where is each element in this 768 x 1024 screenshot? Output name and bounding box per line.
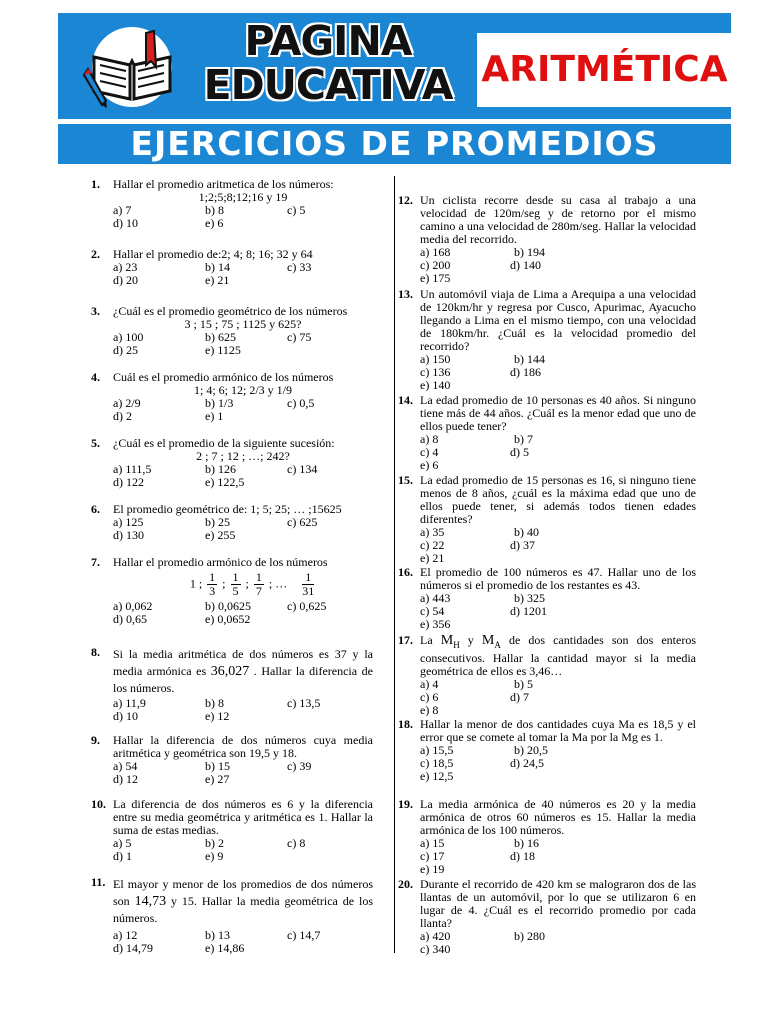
problem-number: 6. xyxy=(91,502,100,516)
problem-text-main: Si la media aritmética de dos números es 37 y la media armónica es xyxy=(113,647,373,678)
option: e) 1 xyxy=(205,409,224,423)
fraction: $\frac{1}{31}$ xyxy=(302,570,315,598)
option: b) 625 xyxy=(205,330,236,344)
problem-number: 13. xyxy=(398,287,413,301)
book-logo-icon xyxy=(72,21,192,109)
option: b) 5 xyxy=(514,676,533,691)
options xyxy=(420,930,696,956)
problem-text xyxy=(420,634,696,678)
option: c) 0,625 xyxy=(287,599,327,613)
options xyxy=(113,929,373,955)
problem-text-pre: La xyxy=(420,633,433,647)
options xyxy=(420,837,696,876)
problem-text: Cuál es el promedio armónico de los números xyxy=(113,370,334,384)
option: c) 6 xyxy=(420,689,439,704)
option: b) 1/3 xyxy=(205,396,234,410)
problem-text-main: El mayor y menor de los promedios de dos números son xyxy=(113,877,373,908)
option: d) 1 xyxy=(113,849,132,863)
options xyxy=(420,744,696,783)
option: e) 6 xyxy=(420,458,439,472)
problem-4 xyxy=(93,371,373,437)
option: e) 255 xyxy=(205,528,236,542)
problem-3 xyxy=(93,305,373,371)
option: e) 8 xyxy=(420,702,439,717)
option: d) 5 xyxy=(510,445,529,459)
problem-number: 2. xyxy=(91,247,100,261)
subject-label: ARITMÉTICA xyxy=(481,49,728,90)
option: e) 19 xyxy=(420,862,445,876)
option: d) 186 xyxy=(510,365,541,379)
option: d) 2 xyxy=(113,409,132,423)
conjunction: y xyxy=(467,633,474,647)
option: b) 2 xyxy=(205,836,224,850)
problem-number: 7. xyxy=(91,555,100,569)
fraction: $\frac{1}{5}$ xyxy=(232,570,239,598)
option: a) 125 xyxy=(113,515,144,529)
problem-7 xyxy=(93,556,373,642)
option: a) 2/9 xyxy=(113,396,141,410)
fraction: $\frac{1}{3}$ xyxy=(209,570,216,598)
option: c) 8 xyxy=(287,836,306,850)
option: a) 4 xyxy=(420,676,439,691)
problem-text: Hallar el promedio armónico de los números xyxy=(113,555,328,569)
option: c) 136 xyxy=(420,365,451,379)
problem-14 xyxy=(400,394,696,474)
problem-8 xyxy=(93,646,373,734)
option: e) 12,5 xyxy=(420,769,454,783)
problem-text-tail: . Hallar la diferencia de los números. xyxy=(113,664,373,695)
term: 1 xyxy=(189,576,196,591)
option: e) 6 xyxy=(205,216,224,230)
header-banner xyxy=(58,13,731,119)
option: b) 15 xyxy=(205,759,230,773)
problem-text: ¿Cuál es el promedio de la siguiente sucesión: xyxy=(113,436,335,450)
option: c) 134 xyxy=(287,462,318,476)
options xyxy=(113,837,373,863)
problem-number: 4. xyxy=(91,370,100,384)
option: a) 15,5 xyxy=(420,743,454,757)
option: d) 0,65 xyxy=(113,612,147,626)
site-title xyxy=(198,19,458,107)
problem-data: 2 ; 7 ; 12 ; …; 242? xyxy=(196,449,290,463)
problem-text: La edad promedio de 15 personas es 16, si ninguno tiene menos de 8 años, ¿cuál es la máxima edad que uno de ellos puede tener, si además todos tienen edades diferentes? xyxy=(420,473,696,526)
harmonic-mean-symbol: $M_H$ xyxy=(440,633,460,650)
page-title: EJERCICIOS DE PROMEDIOS xyxy=(130,124,659,163)
problem-11 xyxy=(93,876,373,956)
option: b) 144 xyxy=(514,352,545,366)
problem-17 xyxy=(400,634,696,718)
problem-number: 18. xyxy=(398,717,413,731)
option: b) 0,0625 xyxy=(205,599,251,613)
problem-text: La edad promedio de 10 personas es 40 años. Si ninguno tiene más de 44 años. ¿Cuál es la menor edad que uno de ellos puede tener? xyxy=(420,393,696,433)
ellipsis: … xyxy=(275,576,288,591)
option: a) 443 xyxy=(420,591,451,605)
problem-13 xyxy=(400,288,696,394)
option: c) 22 xyxy=(420,538,445,552)
option: b) 13 xyxy=(205,928,230,942)
option: c) 5 xyxy=(287,203,306,217)
problem-number: 5. xyxy=(91,436,100,450)
option: a) 11,9 xyxy=(113,696,146,710)
option: b) 126 xyxy=(205,462,236,476)
fraction: $\frac{1}{7}$ xyxy=(255,570,262,598)
option: e) 27 xyxy=(205,772,230,786)
options xyxy=(420,246,696,285)
problem-12 xyxy=(400,194,696,288)
option: e) 356 xyxy=(420,617,451,631)
options xyxy=(113,516,373,542)
problem-number: 1. xyxy=(91,177,100,191)
arithmetic-mean-symbol: $M_A$ xyxy=(481,633,501,650)
problem-10 xyxy=(93,798,373,876)
problem-text xyxy=(113,646,373,697)
option: b) 8 xyxy=(205,203,224,217)
option: d) 20 xyxy=(113,273,138,287)
problem-number: 14. xyxy=(398,393,413,407)
site-title-line1: PAGINA xyxy=(244,17,412,65)
option: d) 7 xyxy=(510,689,529,704)
options xyxy=(420,433,696,472)
column-divider xyxy=(394,176,395,953)
problem-text: Hallar el promedio de:2; 4; 8; 16; 32 y 64 xyxy=(113,247,313,261)
problem-data: 3 ; 15 ; 75 ; 1125 y 625? xyxy=(184,317,302,331)
option: e) 140 xyxy=(420,378,451,392)
option: a) 23 xyxy=(113,260,138,274)
option: c) 13,5 xyxy=(287,696,321,710)
option: c) 39 xyxy=(287,759,312,773)
option: c) 14,7 xyxy=(287,928,321,942)
options xyxy=(113,204,373,230)
options xyxy=(113,397,373,423)
problem-text: ¿Cuál es el promedio geométrico de los números xyxy=(113,304,348,318)
problem-number: 16. xyxy=(398,565,413,579)
problem-data: 1; 4; 6; 12; 2/3 y 1/9 xyxy=(193,383,292,397)
title-bar xyxy=(58,124,731,164)
mean-value: 14,73 xyxy=(134,894,167,909)
problem-data: 1;2;5;8;12;16 y 19 xyxy=(198,190,288,204)
problem-text-main: de dos cantidades son dos enteros consecutivos. Hallar la cantidad mayor si la media geométrica de ellos es 3,46… xyxy=(420,633,697,678)
problem-text: Hallar la diferencia de dos números cuya media aritmética y geométrica son 19,5 y 18. xyxy=(113,733,373,760)
option: c) 17 xyxy=(420,849,445,863)
harmonic-value: 36,027 xyxy=(210,664,250,679)
option: d) 14,79 xyxy=(113,941,153,955)
option: a) 168 xyxy=(420,245,451,259)
option: c) 75 xyxy=(287,330,312,344)
option: d) 18 xyxy=(510,849,535,863)
problem-text: Hallar el promedio aritmetica de los números: xyxy=(113,177,334,191)
subject-box xyxy=(477,33,732,107)
option: b) 20,5 xyxy=(514,743,548,757)
option: e) 175 xyxy=(420,271,451,285)
problem-16 xyxy=(400,566,696,634)
option: c) 340 xyxy=(420,942,451,956)
option: e) 21 xyxy=(420,551,445,565)
option: b) 7 xyxy=(514,432,533,446)
option: a) 5 xyxy=(113,836,132,850)
problem-number: 12. xyxy=(398,193,413,207)
problem-1 xyxy=(93,178,373,244)
problem-number: 3. xyxy=(91,304,100,318)
option: a) 8 xyxy=(420,432,439,446)
problem-text: Hallar la menor de dos cantidades cuya Ma es 18,5 y el error que se comete al tomar la Ma por la Mg es 1. xyxy=(420,717,696,744)
option: a) 150 xyxy=(420,352,451,366)
option: e) 9 xyxy=(205,849,224,863)
option: c) 200 xyxy=(420,258,451,272)
option: a) 0,062 xyxy=(113,599,153,613)
problem-5 xyxy=(93,437,373,503)
option: c) 54 xyxy=(420,604,445,618)
problem-text: El promedio de 100 números es 47. Hallar uno de los números si el promedio de los restantes es 43. xyxy=(420,565,696,592)
problem-number: 10. xyxy=(91,797,106,811)
options xyxy=(113,261,373,287)
option: e) 14,86 xyxy=(205,941,245,955)
option: b) 16 xyxy=(514,836,539,850)
site-title-line2: EDUCATIVA xyxy=(203,61,453,109)
option: e) 12 xyxy=(205,709,230,723)
problem-18 xyxy=(400,718,696,798)
option: d) 122 xyxy=(113,475,144,489)
option: b) 325 xyxy=(514,591,545,605)
option: c) 625 xyxy=(287,515,318,529)
option: b) 194 xyxy=(514,245,545,259)
option: d) 12 xyxy=(113,772,138,786)
option: e) 21 xyxy=(205,273,230,287)
problem-number: 9. xyxy=(91,733,100,747)
options xyxy=(113,600,373,626)
problem-text: La diferencia de dos números es 6 y la diferencia entre su media geométrica y aritmética es 1. Hallar la suma de estas medias. xyxy=(113,797,373,837)
option: a) 7 xyxy=(113,203,132,217)
option: b) 25 xyxy=(205,515,230,529)
left-column xyxy=(93,178,373,956)
problem-number: 11. xyxy=(91,875,106,889)
option: d) 1201 xyxy=(510,604,547,618)
option: a) 54 xyxy=(113,759,138,773)
option: d) 37 xyxy=(510,538,535,552)
option: c) 4 xyxy=(420,445,439,459)
option: e) 0,0652 xyxy=(205,612,251,626)
problem-text: El promedio geométrico de: 1; 5; 25; … ;15625 xyxy=(113,502,342,516)
problem-number: 8. xyxy=(91,645,100,659)
problem-text xyxy=(113,876,373,927)
option: c) 0,5 xyxy=(287,396,315,410)
option: d) 24,5 xyxy=(510,756,544,770)
problem-text: La media armónica de 40 números es 20 y la media armónica de otros 60 números es 15. Hallar la media armónica de los 100 números. xyxy=(420,797,696,837)
options xyxy=(113,463,373,489)
harmonic-series: 1 ; $\frac{1}{3}$ ; $\frac{1}{5}$ ; $\frac{1}{7}$ ; … $\frac{1}{31}$ xyxy=(189,570,315,598)
problem-9 xyxy=(93,734,373,798)
option: d) 130 xyxy=(113,528,144,542)
option: a) 12 xyxy=(113,928,138,942)
problem-19 xyxy=(400,798,696,878)
option: a) 420 xyxy=(420,929,451,943)
problem-text-tail: y 15. Hallar la media geométrica de los números. xyxy=(113,894,374,925)
option: d) 140 xyxy=(510,258,541,272)
option: b) 40 xyxy=(514,525,539,539)
options xyxy=(420,678,696,717)
problem-15 xyxy=(400,474,696,566)
option: d) 10 xyxy=(113,216,138,230)
option: b) 280 xyxy=(514,929,545,943)
problem-number: 20. xyxy=(398,877,413,891)
problem-2 xyxy=(93,248,373,305)
options xyxy=(420,353,696,392)
options xyxy=(420,526,696,565)
problem-number: 17. xyxy=(398,633,413,647)
option: e) 1125 xyxy=(205,343,241,357)
option: e) 122,5 xyxy=(205,475,245,489)
problem-text: Durante el recorrido de 420 km se malograron dos de las llantas de un automóvil, por lo que se utilizaron 6 en lugar de 4. ¿Cuál es el recorrido promedio por cada llanta? xyxy=(420,877,696,930)
option: a) 100 xyxy=(113,330,144,344)
options xyxy=(420,592,696,631)
option: c) 18,5 xyxy=(420,756,454,770)
problem-20 xyxy=(398,877,696,956)
options xyxy=(113,760,373,786)
option: c) 33 xyxy=(287,260,312,274)
option: b) 14 xyxy=(205,260,230,274)
problem-text: Un automóvil viaja de Lima a Arequipa a una velocidad de 120km/hr y regresa por Cusco, Apurimac, Ayacucho llegando a Lima en el mismo tiempo, con una velocidad de 180km/hr. ¿Cuál es la velocidad promedio del recorrido? xyxy=(420,287,696,353)
option: a) 35 xyxy=(420,525,445,539)
problem-text: Un ciclista recorre desde su casa al trabajo a una velocidad de 120m/seg y de retorno por el mismo camino a una velocidad de 280m/seg. Hallar la velocidad media del recorrido. xyxy=(420,193,696,246)
right-column xyxy=(398,193,697,956)
option: d) 25 xyxy=(113,343,138,357)
problem-number: 15. xyxy=(398,473,413,487)
option: a) 111,5 xyxy=(113,462,152,476)
problem-6 xyxy=(93,503,373,556)
problem-number: 19. xyxy=(398,797,413,811)
options xyxy=(113,697,373,723)
option: b) 8 xyxy=(205,696,224,710)
option: a) 15 xyxy=(420,836,445,850)
option: d) 10 xyxy=(113,709,138,723)
options xyxy=(113,331,373,357)
